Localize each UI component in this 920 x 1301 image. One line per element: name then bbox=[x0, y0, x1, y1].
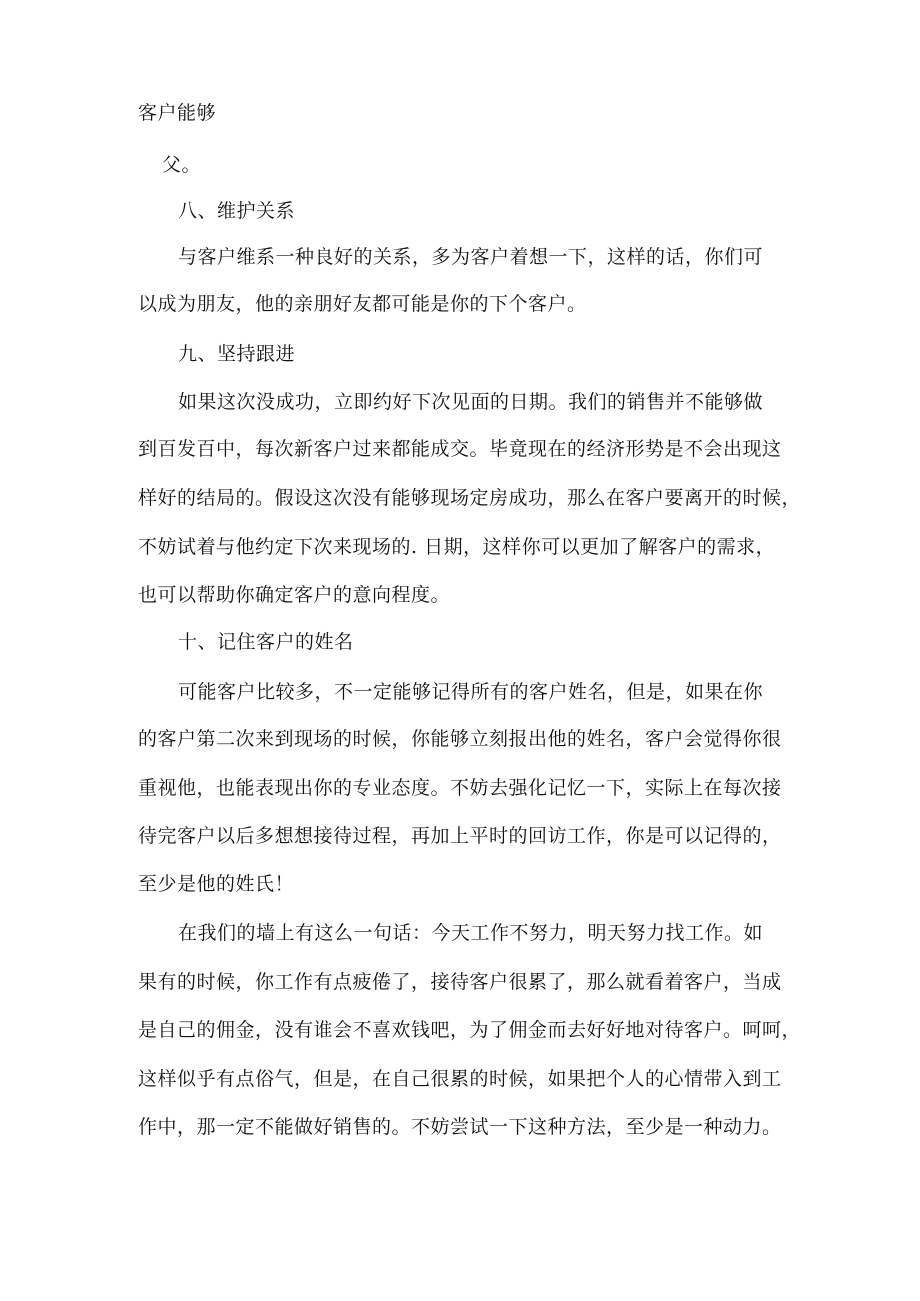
text-line-fragment: 客户能够 bbox=[138, 102, 217, 124]
section-heading-maintain-relationship: 八、维护关系 bbox=[178, 200, 296, 222]
paragraph-line: 的客户第二次来到现场的时候，你能够立刻报出他的姓名，客户会觉得你很 bbox=[138, 728, 782, 750]
paragraph-line: 到百发百中，每次新客户过来都能成交。毕竟现在的经济形势是不会出现这 bbox=[138, 438, 782, 460]
paragraph-line: 可能客户比较多，不一定能够记得所有的客户姓名，但是，如果在你 bbox=[178, 681, 764, 703]
paragraph-line: 在我们的墙上有这么一句话：今天工作不努力，明天努力找工作。如 bbox=[178, 922, 764, 944]
paragraph-line: 不妨试着与他约定下次来现场的. 日期，这样你可以更加了解客户的需求， bbox=[138, 536, 776, 558]
paragraph-line: 样好的结局的。假设这次没有能够现场定房成功，那么在客户要离开的时候， bbox=[138, 487, 802, 509]
text-line-fragment: 父。 bbox=[162, 154, 202, 176]
paragraph-line: 与客户维系一种良好的关系，多为客户着想一下，这样的话，你们可 bbox=[178, 246, 764, 268]
paragraph-line: 是自己的佣金，没有谁会不喜欢钱吧，为了佣金而去好好地对待客户。呵呵， bbox=[138, 1019, 802, 1041]
paragraph-line: 也可以帮助你确定客户的意向程度。 bbox=[138, 584, 451, 606]
paragraph-line: 至少是他的姓氏！ bbox=[138, 873, 295, 895]
section-heading-remember-names: 十、记住客户的姓名 bbox=[178, 631, 354, 653]
paragraph-line: 重视他，也能表现出你的专业态度。不妨去强化记忆一下，实际上在每次接 bbox=[138, 777, 782, 799]
paragraph-line: 如果这次没成功，立即约好下次见面的日期。我们的销售并不能够做 bbox=[178, 391, 764, 413]
paragraph-line: 果有的时候，你工作有点疲倦了，接待客户很累了，那么就看着客户，当成 bbox=[138, 971, 782, 993]
paragraph-line: 待完客户以后多想想接待过程，再加上平时的回访工作，你是可以记得的， bbox=[138, 825, 782, 847]
section-heading-follow-up: 九、坚持跟进 bbox=[178, 343, 296, 365]
paragraph-line: 这样似乎有点俗气，但是，在自己很累的时候，如果把个人的心情带入到工 bbox=[138, 1068, 782, 1090]
paragraph-line: 作中，那一定不能做好销售的。不妨尝试一下这种方法，至少是一种动力。 bbox=[138, 1116, 782, 1138]
paragraph-line: 以成为朋友，他的亲朋好友都可能是你的下个客户。 bbox=[138, 293, 587, 315]
